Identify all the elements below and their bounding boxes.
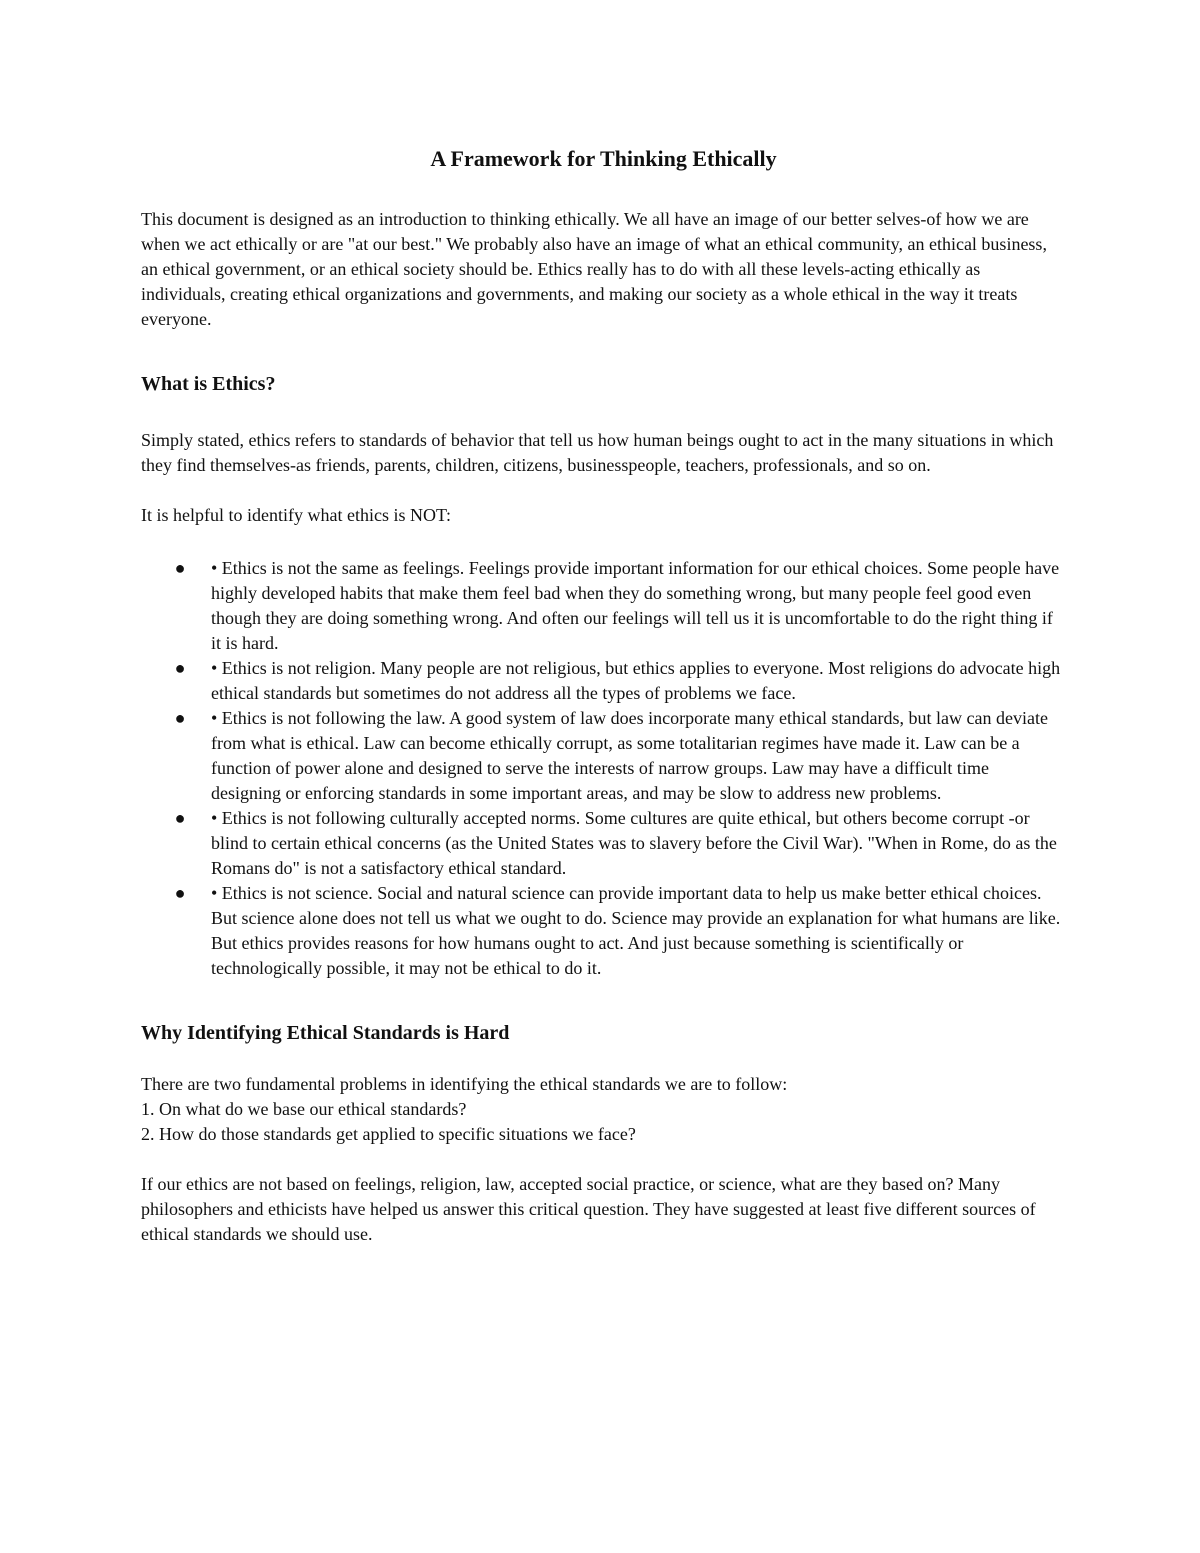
bullet-icon: ● <box>174 708 186 728</box>
sources-paragraph: If our ethics are not based on feelings, religion, law, accepted social practice, or science, what are they based on? Many philosophers and ethicists have helped us answer this critical question. They have suggested at least five different sources of ethical standards we should use. <box>141 1174 1036 1244</box>
list-item-text: • Ethics is not following culturally accepted norms. Some cultures are quite ethical, but others become corrupt -or blind to certain ethical concerns (as the United States was to slavery before the Civil War). "When in Rome, do as the Romans do" is not a satisfactory ethical standard. <box>211 808 1057 878</box>
problem-line-2: 2. How do those standards get applied to specific situations we face? <box>141 1124 636 1144</box>
definition-paragraph: Simply stated, ethics refers to standards of behavior that tell us how human beings ought to act in the many situations in which they find themselves-as friends, parents, children, citizens, businesspeople, teachers, professionals, and so on. <box>141 430 1054 475</box>
list-item-text: • Ethics is not religion. Many people are not religious, but ethics applies to everyone. Most religions do advocate high ethical standards but sometimes do not address all the types of problems we face. <box>211 658 1061 703</box>
problem-line-1: 1. On what do we base our ethical standards? <box>141 1099 467 1119</box>
bullet-icon: ● <box>174 658 186 678</box>
list-item-text: • Ethics is not science. Social and natural science can provide important data to help us make better ethical choices. But science alone does not tell us what we ought to do. Science may provide an explanation for what humans are like. But ethics provides reasons for how humans ought to act. And just because something is scientifically or technologically possible, it may not be ethical to do it. <box>211 883 1061 978</box>
list-item-text: • Ethics is not following the law. A good system of law does incorporate many ethical standards, but law can deviate from what is ethical. Law can become ethically corrupt, as some totalitarian regimes have made it. Law can be a function of power alone and designed to serve the interests of narrow groups. Law may have a difficult time designing or enforcing standards in some important areas, and may be slow to address new problems. <box>211 708 1048 803</box>
section-heading-what-is-ethics: What is Ethics? <box>141 373 276 395</box>
section-heading-why-hard: Why Identifying Ethical Standards is Hard <box>141 1022 510 1044</box>
document-title: A Framework for Thinking Ethically <box>430 146 777 171</box>
list-item <box>141 556 1062 656</box>
bullet-icon: ● <box>174 883 186 903</box>
intro-paragraph: This document is designed as an introduction to thinking ethically. We all have an image of our better selves-of how we are when we act ethically or are "at our best." We probably also have an image of what an ethical community, an ethical business, an ethical government, or an ethical society should be. Ethics really has to do with all these levels-acting ethically as individuals, creating ethical organizations and governments, and making our society as a whole ethical in the way it treats everyone. <box>141 209 1047 329</box>
list-lead-in: It is helpful to identify what ethics is NOT: <box>141 505 452 525</box>
bullet-icon: ● <box>174 558 186 578</box>
bullet-icon: ● <box>174 808 186 828</box>
list-item <box>141 656 1062 706</box>
list-item-text: • Ethics is not the same as feelings. Feelings provide important information for our ethical choices. Some people have highly developed habits that make them feel bad when they do something wrong, but many people feel good even though they are doing something wrong. And often our feelings will tell us it is uncomfortable to do the right thing if it is hard. <box>211 558 1060 653</box>
list-item <box>141 806 1062 881</box>
document-body <box>141 144 1066 1247</box>
list-item <box>141 881 1062 981</box>
list-item <box>141 706 1062 806</box>
problems-block <box>141 1072 1066 1147</box>
problems-intro-line: There are two fundamental problems in identifying the ethical standards we are to follow: <box>141 1074 788 1094</box>
ethics-is-not-list <box>141 556 1066 981</box>
